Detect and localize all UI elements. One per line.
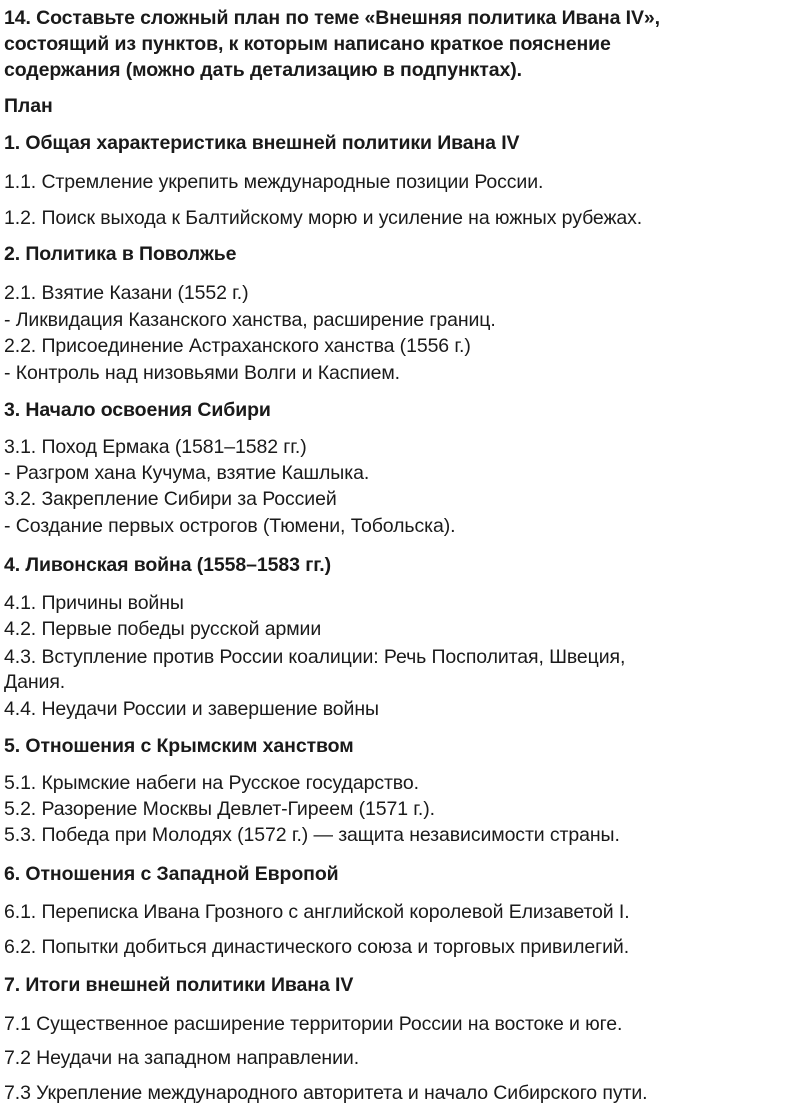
task-line-1: 14. Составьте сложный план по теме «Внешняя политика Ивана IV», (4, 7, 660, 29)
section-7-line-2: 7.2 Неудачи на западном направлении. (4, 1047, 360, 1069)
section-2-line-4: - Контроль над низовьями Волги и Каспием. (4, 362, 400, 384)
task-line-2: состоящий из пунктов, к которым написано краткое пояснение (4, 33, 611, 55)
section-4-line-5: 4.4. Неудачи России и завершение войны (4, 698, 379, 720)
section-2-line-1: 2.1. Взятие Казани (1552 г.) (4, 282, 249, 304)
section-2-heading: 2. Политика в Поволжье (4, 243, 237, 265)
section-6-heading: 6. Отношения с Западной Европой (4, 863, 339, 885)
task-line-3: содержания (можно дать детализацию в подпунктах). (4, 59, 522, 81)
section-7-line-1: 7.1 Существенное расширение территории России на востоке и юге. (4, 1013, 623, 1035)
section-4-line-3: 4.3. Вступление против России коалиции: Речь Посполитая, Швеция, (4, 646, 626, 668)
section-5-line-1: 5.1. Крымские набеги на Русское государство. (4, 772, 419, 794)
section-2-line-3: 2.2. Присоединение Астраханского ханства (1556 г.) (4, 335, 471, 357)
section-2-line-2: - Ликвидация Казанского ханства, расширение границ. (4, 309, 496, 331)
section-6-line-2: 6.2. Попытки добиться династического союза и торговых привилегий. (4, 936, 630, 958)
section-3-line-2: - Разгром хана Кучума, взятие Кашлыка. (4, 462, 370, 484)
section-4-heading: 4. Ливонская война (1558–1583 гг.) (4, 554, 332, 576)
section-5-line-2: 5.2. Разорение Москвы Девлет-Гиреем (1571 г.). (4, 798, 435, 820)
section-5-line-3: 5.3. Победа при Молодях (1572 г.) — защита независимости страны. (4, 824, 620, 846)
section-4-line-4: Дания. (4, 671, 66, 693)
section-4-line-2: 4.2. Первые победы русской армии (4, 618, 322, 640)
section-5-heading: 5. Отношения с Крымским ханством (4, 735, 354, 757)
section-1-heading: 1. Общая характеристика внешней политики Ивана IV (4, 132, 520, 154)
section-3-line-4: - Создание первых острогов (Тюмени, Тобольска). (4, 515, 456, 537)
section-6-line-1: 6.1. Переписка Ивана Грозного с английской королевой Елизаветой I. (4, 901, 630, 923)
section-4-line-1: 4.1. Причины войны (4, 592, 184, 614)
section-1-line-1: 1.1. Стремление укрепить международные позиции России. (4, 171, 544, 193)
section-1-line-2: 1.2. Поиск выхода к Балтийскому морю и усиление на южных рубежах. (4, 207, 643, 229)
section-3-line-3: 3.2. Закрепление Сибири за Россией (4, 488, 337, 510)
section-3-line-1: 3.1. Поход Ермака (1581–1582 гг.) (4, 436, 307, 458)
plan-title: План (4, 95, 53, 117)
section-7-heading: 7. Итоги внешней политики Ивана IV (4, 974, 354, 996)
section-3-heading: 3. Начало освоения Сибири (4, 399, 271, 421)
section-7-line-3: 7.3 Укрепление международного авторитета и начало Сибирского пути. (4, 1082, 648, 1104)
